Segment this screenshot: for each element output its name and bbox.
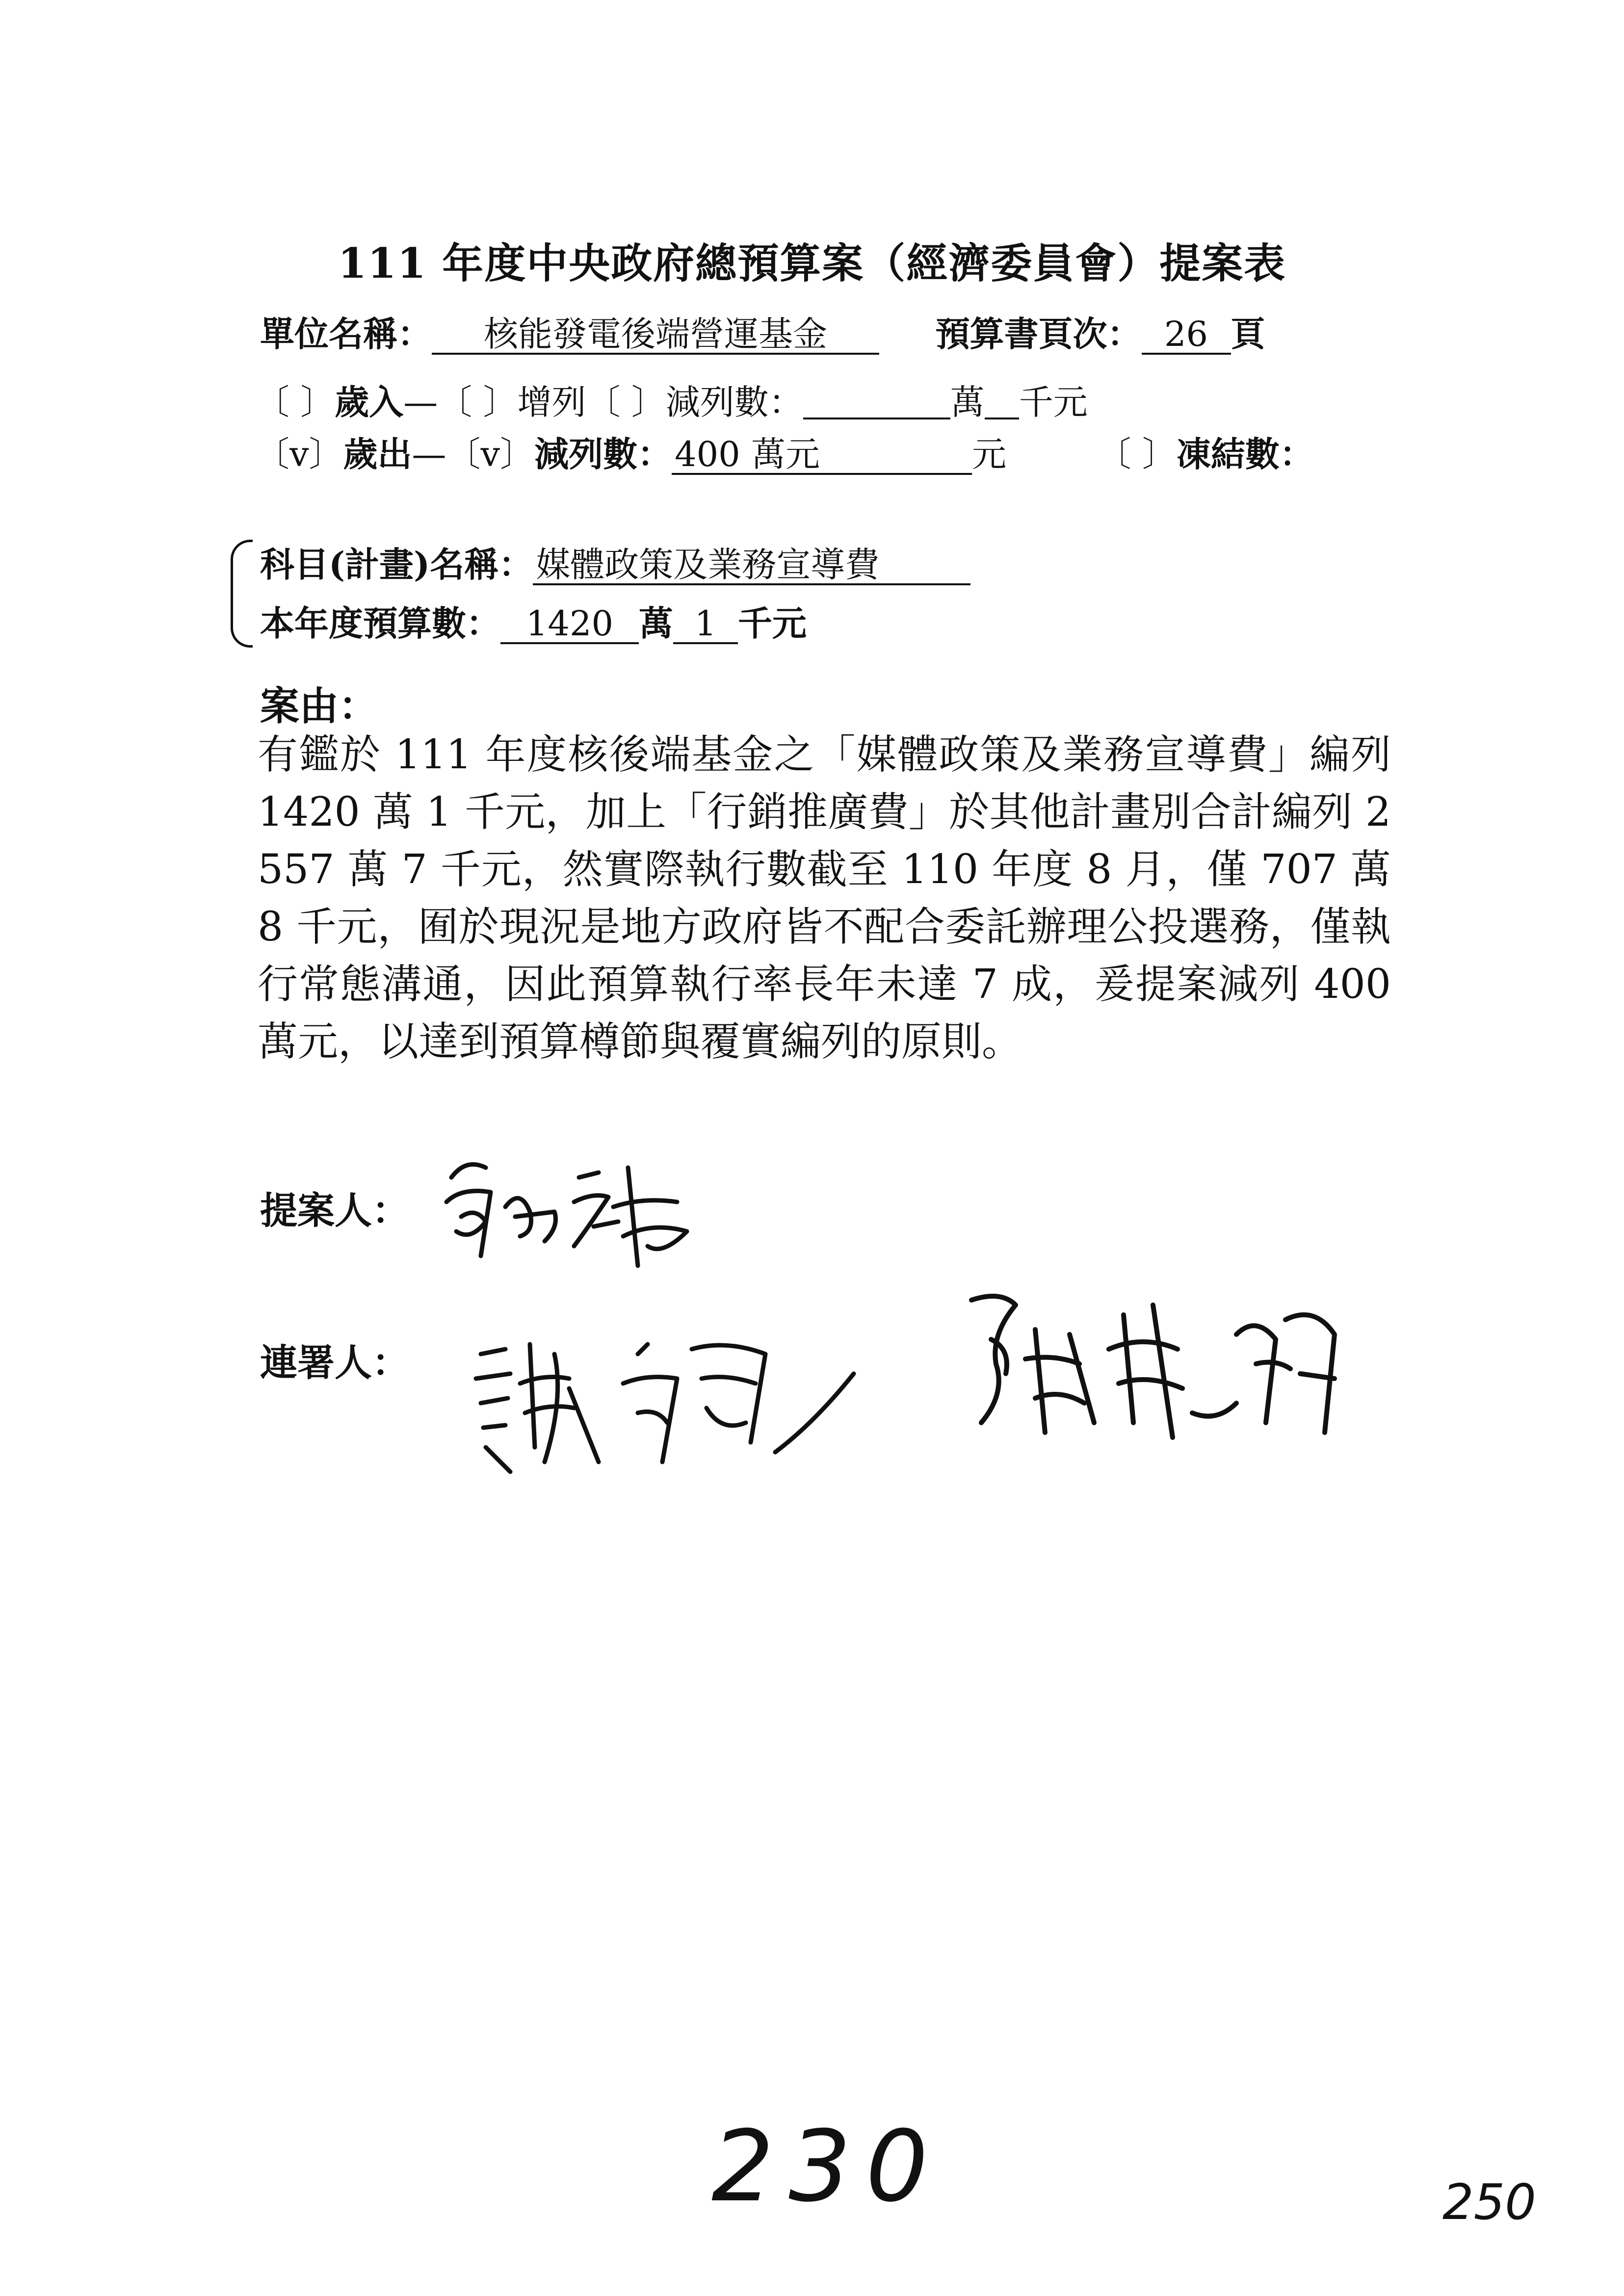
page-value: 26: [1142, 316, 1231, 355]
expenditure-label: 歲出: [343, 434, 412, 474]
cosigner-label: 連署人：: [260, 1341, 409, 1384]
proposer-signature: [432, 1148, 707, 1278]
subject-label: 科目(計畫)名稱：: [260, 544, 533, 585]
revenue-increase-label: 增列: [517, 382, 586, 422]
budget-wan-unit: 萬: [639, 603, 673, 644]
revenue-decrease-checkbox: 〔 〕: [586, 382, 666, 422]
page-suffix: 頁: [1231, 313, 1265, 354]
revenue-decrease-label: 減列數：: [665, 382, 803, 422]
revenue-increase-checkbox: 〔 〕: [438, 382, 518, 422]
page-label: 預算書頁次：: [935, 313, 1142, 354]
revenue-qian-unit: 千元: [1019, 382, 1088, 422]
subject-row: [260, 544, 970, 585]
expenditure-dash: —: [412, 434, 446, 474]
expenditure-checkbox: 〔v〕: [255, 434, 343, 474]
proposer-label: 提案人：: [260, 1189, 409, 1232]
form-title: 111 年度中央政府總預算案（經濟委員會）提案表: [338, 239, 1286, 287]
subject-value: 媒體政策及業務宣導費: [533, 547, 970, 585]
cosigner-signature-2: [962, 1276, 1344, 1454]
cosigner-signature-1: [471, 1325, 903, 1484]
reason-heading: 案由：: [260, 683, 378, 729]
unit-value: 核能發電後端營運基金: [432, 316, 879, 355]
revenue-dash: —: [403, 382, 438, 422]
budget-wan-value: 1420: [500, 606, 639, 644]
revenue-label: 歲入: [335, 382, 404, 422]
expenditure-decrease-checkbox: 〔v〕: [446, 434, 535, 474]
expenditure-decrease-value: 400 萬元: [672, 437, 972, 475]
budget-row: [260, 603, 807, 644]
revenue-wan-blank: [803, 385, 950, 419]
expenditure-yuan-unit: 元: [972, 434, 1007, 474]
revenue-wan-unit: 萬: [950, 382, 985, 422]
revenue-qian-blank: [985, 385, 1019, 419]
unit-label: 單位名稱：: [260, 313, 432, 354]
expenditure-row: [255, 434, 1314, 475]
reason-body: 有鑑於 111 年度核後端基金之「媒體政策及業務宣導費」編列 1420 萬 1 千元，加上「行銷推廣費」於其他計畫別合計編列 2557 萬 7 千元，然實際執行數截至 110 年度 8 月，僅 707 萬 8 千元，囿於現況是地方政府皆不配合委託辦理公投選務，僅執行常態溝通，因此預算執行率長年未達 7 成，爰提案減列 400 萬元，以達到預算樽節與覆實編列的原則。: [258, 731, 1391, 1065]
budget-label: 本年度預算數：: [260, 603, 500, 644]
freeze-checkbox: 〔 〕: [1097, 434, 1177, 474]
page-number: 230: [711, 2110, 943, 2224]
revenue-row: [255, 382, 1088, 422]
revenue-checkbox: 〔 〕: [255, 382, 335, 422]
unit-row: [260, 313, 1265, 355]
budget-qian-unit: 千元: [738, 603, 807, 644]
budget-qian-value: 1: [673, 606, 738, 644]
subject-brace: [231, 540, 253, 648]
freeze-label: 凍結數：: [1176, 434, 1314, 474]
page-number-secondary: 250: [1442, 2173, 1536, 2231]
expenditure-decrease-label: 減列數：: [534, 434, 672, 474]
